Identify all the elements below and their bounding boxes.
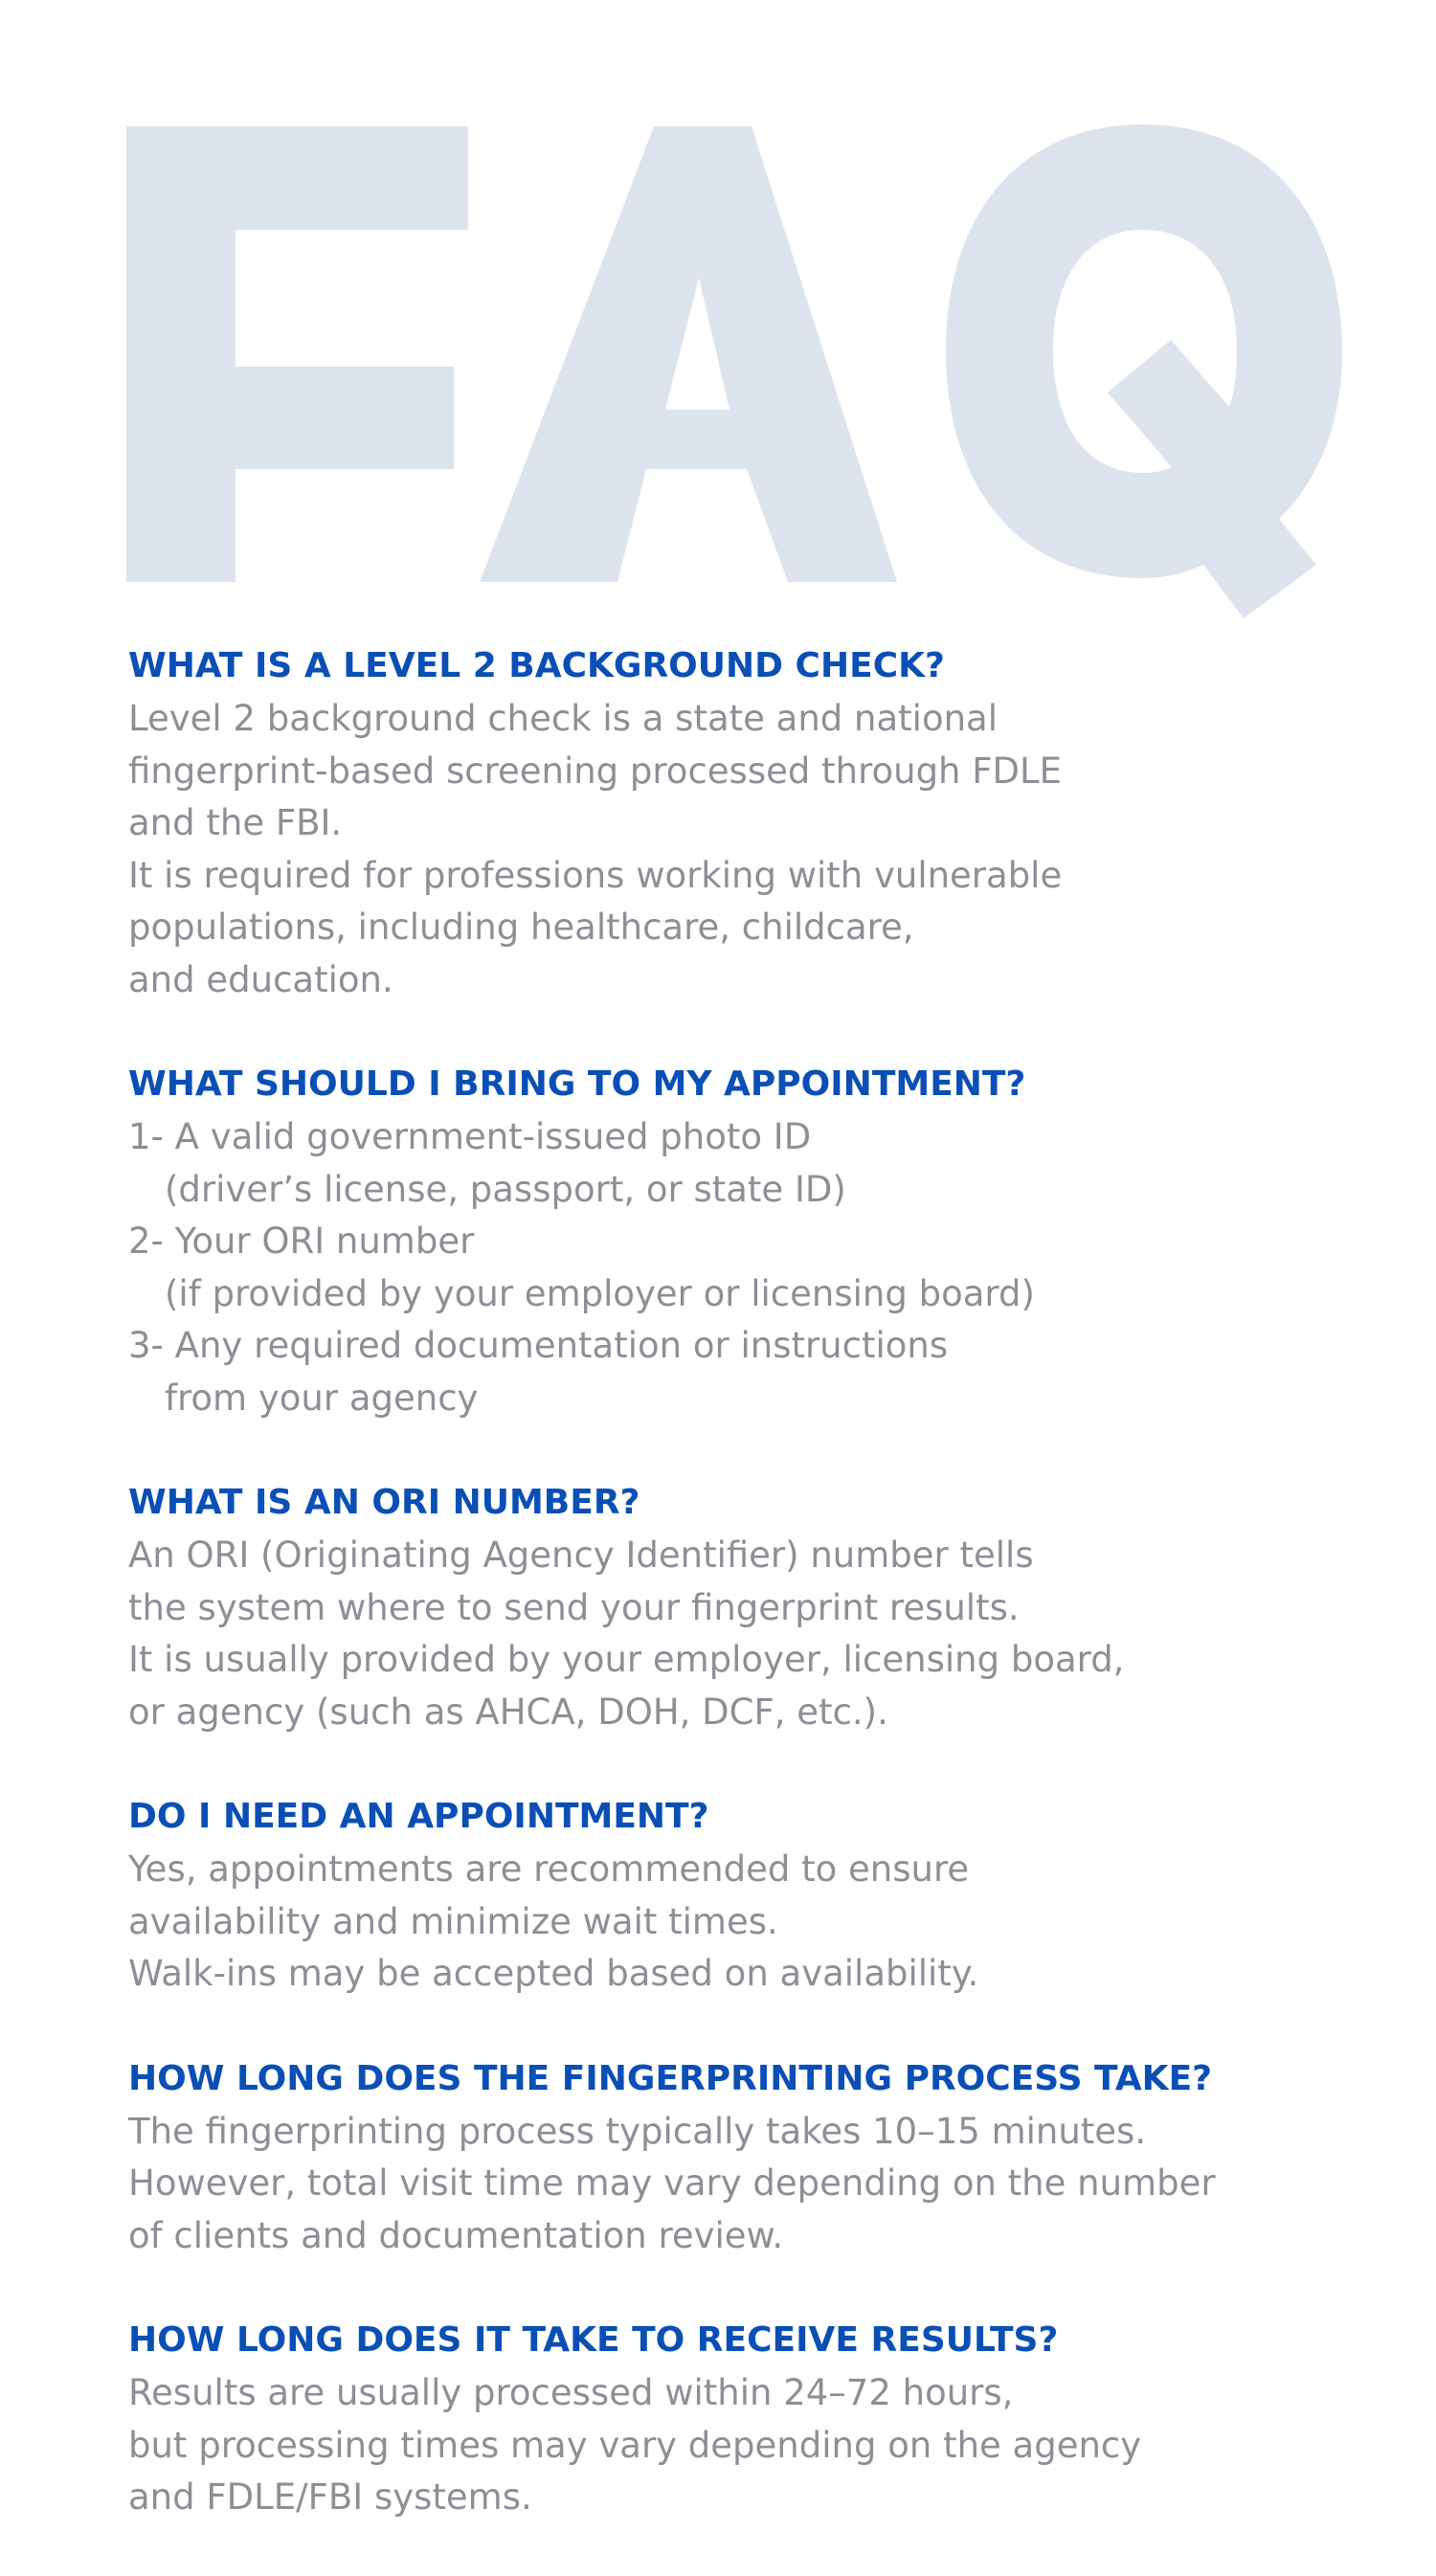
faq-answer [128,2367,1363,2524]
faq-answer-line: and FDLE/FBI systems. [128,2476,532,2518]
faq-answer-line: However, total visit time may vary depending on the number [128,2162,1216,2204]
faq-answer-line: but processing times may vary depending on the agency [128,2424,1142,2466]
faq-answer [128,1530,1363,1738]
faq-answer-line: (if provided by your employer or licensing board) [165,1272,1035,1314]
faq-answer-line: from your agency [165,1377,479,1419]
faq-question: WHAT SHOULD I BRING TO MY APPOINTMENT? [128,1064,1026,1104]
faq-answer [128,693,1363,1006]
faq-answer-line: The fingerprinting process typically takes 10–15 minutes. [128,2110,1147,2152]
faq-answer-line: Walk-ins may be accepted based on availability. [128,1953,979,1994]
faq-item [128,639,1363,1006]
faq-answer-line: 1- A valid government-issued photo ID [128,1116,812,1157]
faq-answer-line: and education. [128,958,393,1000]
faq-answer-line: 2- Your ORI number [128,1221,475,1262]
faq-hero-graphic [107,105,1352,641]
faq-answer-line: (driver’s license, passport, or state ID) [165,1168,846,1210]
faq-letter-q [946,124,1342,618]
faq-item [128,1476,1363,1738]
faq-answer-line: It is usually provided by your employer, licensing board, [128,1639,1125,1680]
faq-answer-line: Results are usually processed within 24–72 hours, [128,2372,1014,2413]
faq-answer [128,1111,1363,1424]
faq-hero-svg [107,105,1352,641]
faq-item [128,1058,1363,1424]
faq-list [128,639,1363,2576]
faq-question: WHAT IS AN ORI NUMBER? [128,1483,640,1522]
faq-question: HOW LONG DOES THE FINGERPRINTING PROCESS TAKE? [128,2058,1213,2098]
faq-question: HOW LONG DOES IT TAKE TO RECEIVE RESULTS? [128,2320,1059,2360]
faq-answer-line: Level 2 background check is a state and national [128,698,998,739]
faq-item [128,2052,1363,2263]
faq-answer-line: populations, including healthcare, childcare, [128,907,914,948]
faq-letter-a [480,126,897,582]
faq-answer-line: or agency (such as AHCA, DOH, DCF, etc.). [128,1691,888,1733]
faq-letter-f [126,126,468,582]
faq-answer-line: Yes, appointments are recommended to ensure [128,1848,970,1890]
faq-answer-line: It is required for professions working with vulnerable [128,854,1063,896]
faq-answer [128,1844,1363,2001]
faq-question: WHAT IS A LEVEL 2 BACKGROUND CHECK? [128,646,945,685]
faq-answer-line: 3- Any required documentation or instructions [128,1325,949,1366]
faq-hero-letters [126,124,1342,618]
faq-answer-line: An ORI (Originating Agency Identifier) number tells [128,1534,1034,1576]
faq-answer-line: and the FBI. [128,802,343,843]
faq-answer-line: the system where to send your fingerprint results. [128,1586,1020,1628]
faq-answer-line: of clients and documentation review. [128,2214,784,2256]
faq-answer-line: availability and minimize wait times. [128,1900,778,1942]
faq-item [128,1790,1363,2001]
faq-item [128,2314,1363,2524]
faq-answer-line: fingerprint-based screening processed through FDLE [128,750,1063,792]
faq-answer [128,2106,1363,2263]
faq-question: DO I NEED AN APPOINTMENT? [128,1797,709,1836]
